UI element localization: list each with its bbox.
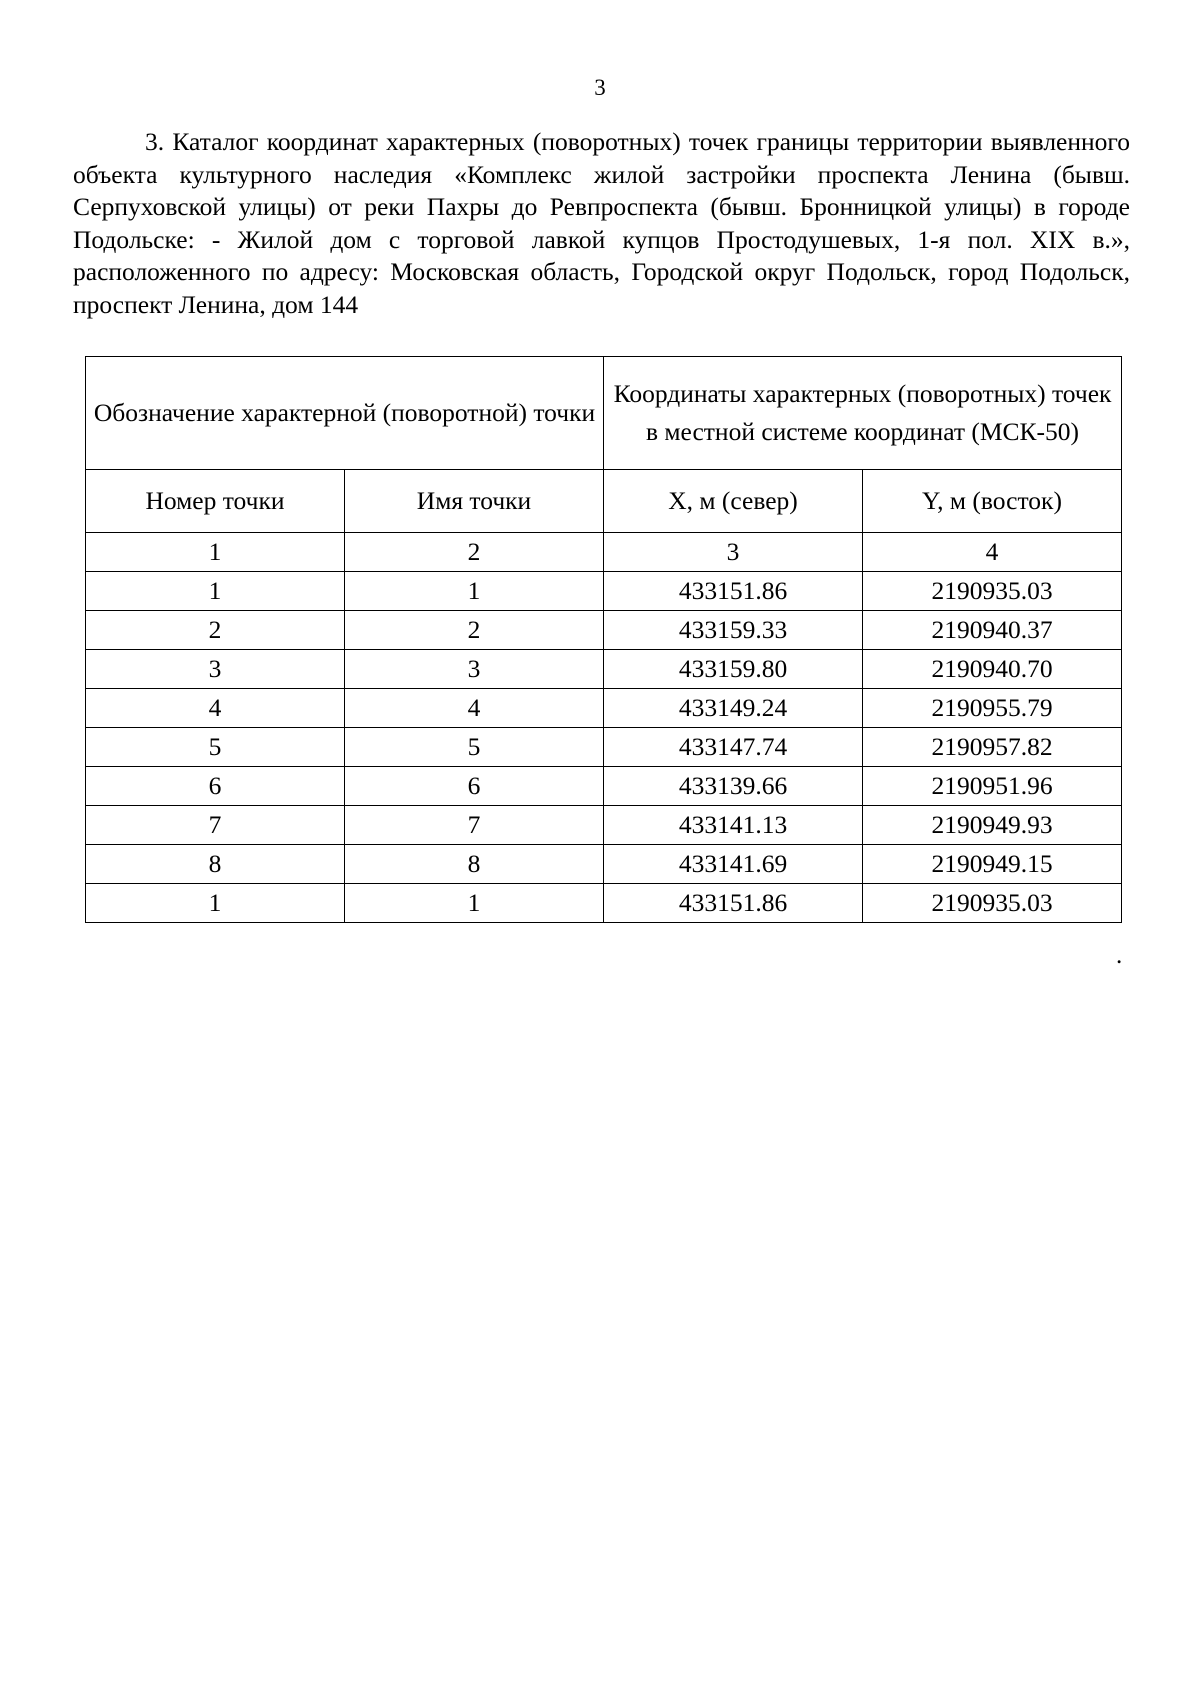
point-y: 2190957.82	[863, 728, 1122, 767]
point-name: 7	[345, 806, 604, 845]
point-x: 433141.13	[604, 806, 863, 845]
point-y: 2190949.93	[863, 806, 1122, 845]
header-coordinates: Координаты характерных (поворотных) точек в местной системе координат (МСК-50)	[604, 357, 1122, 470]
table-header-row	[86, 357, 1122, 470]
point-y: 2190951.96	[863, 767, 1122, 806]
col-header-y: Y, м (восток)	[863, 470, 1122, 533]
point-name: 2	[345, 611, 604, 650]
trailing-mark: .	[1116, 942, 1123, 969]
point-x: 433147.74	[604, 728, 863, 767]
col-header-name: Имя точки	[345, 470, 604, 533]
point-y: 2190935.03	[863, 572, 1122, 611]
point-number: 1	[86, 884, 345, 923]
table-subheader-row	[86, 470, 1122, 533]
column-index: 3	[604, 533, 863, 572]
column-index: 4	[863, 533, 1122, 572]
point-name: 3	[345, 650, 604, 689]
point-number: 5	[86, 728, 345, 767]
point-x: 433149.24	[604, 689, 863, 728]
point-x: 433159.33	[604, 611, 863, 650]
point-x: 433151.86	[604, 884, 863, 923]
table-row	[86, 728, 1122, 767]
page-number: 3	[594, 75, 606, 100]
col-header-number: Номер точки	[86, 470, 345, 533]
coordinates-table-body	[86, 357, 1122, 923]
point-name: 6	[345, 767, 604, 806]
point-name: 1	[345, 884, 604, 923]
point-name: 4	[345, 689, 604, 728]
table-row	[86, 650, 1122, 689]
table-row	[86, 572, 1122, 611]
point-x: 433139.66	[604, 767, 863, 806]
point-name: 8	[345, 845, 604, 884]
point-y: 2190955.79	[863, 689, 1122, 728]
point-name: 5	[345, 728, 604, 767]
point-x: 433141.69	[604, 845, 863, 884]
point-y: 2190935.03	[863, 884, 1122, 923]
point-number: 2	[86, 611, 345, 650]
point-x: 433159.80	[604, 650, 863, 689]
point-y: 2190949.15	[863, 845, 1122, 884]
point-x: 433151.86	[604, 572, 863, 611]
column-index: 2	[345, 533, 604, 572]
table-row	[86, 884, 1122, 923]
table-row	[86, 806, 1122, 845]
point-y: 2190940.37	[863, 611, 1122, 650]
coordinates-table	[85, 356, 1122, 923]
point-number: 6	[86, 767, 345, 806]
table-row	[86, 845, 1122, 884]
table-row	[86, 611, 1122, 650]
point-number: 8	[86, 845, 345, 884]
point-y: 2190940.70	[863, 650, 1122, 689]
intro-paragraph: 3. Каталог координат характерных (поворотных) точек границы территории выявленного объекта культурного наследия «Комплекс жилой застройки проспекта Ленина (бывш. Серпуховской улицы) от реки Пахры до Ревпроспекта (бывш. Бронницкой улицы) в городе Подольске: - Жилой дом с торговой лавкой купцов Простодушевых, 1-я пол. XIX в.», расположенного по адресу: Московская область, Городской округ Подольск, город Подольск, проспект Ленина, дом 144	[73, 127, 1130, 319]
column-index-row	[86, 533, 1122, 572]
point-number: 4	[86, 689, 345, 728]
point-name: 1	[345, 572, 604, 611]
point-number: 3	[86, 650, 345, 689]
point-number: 1	[86, 572, 345, 611]
table-row	[86, 689, 1122, 728]
col-header-x: X, м (север)	[604, 470, 863, 533]
column-index: 1	[86, 533, 345, 572]
point-number: 7	[86, 806, 345, 845]
table-row	[86, 767, 1122, 806]
header-designation: Обозначение характерной (поворотной) точки	[86, 357, 604, 470]
